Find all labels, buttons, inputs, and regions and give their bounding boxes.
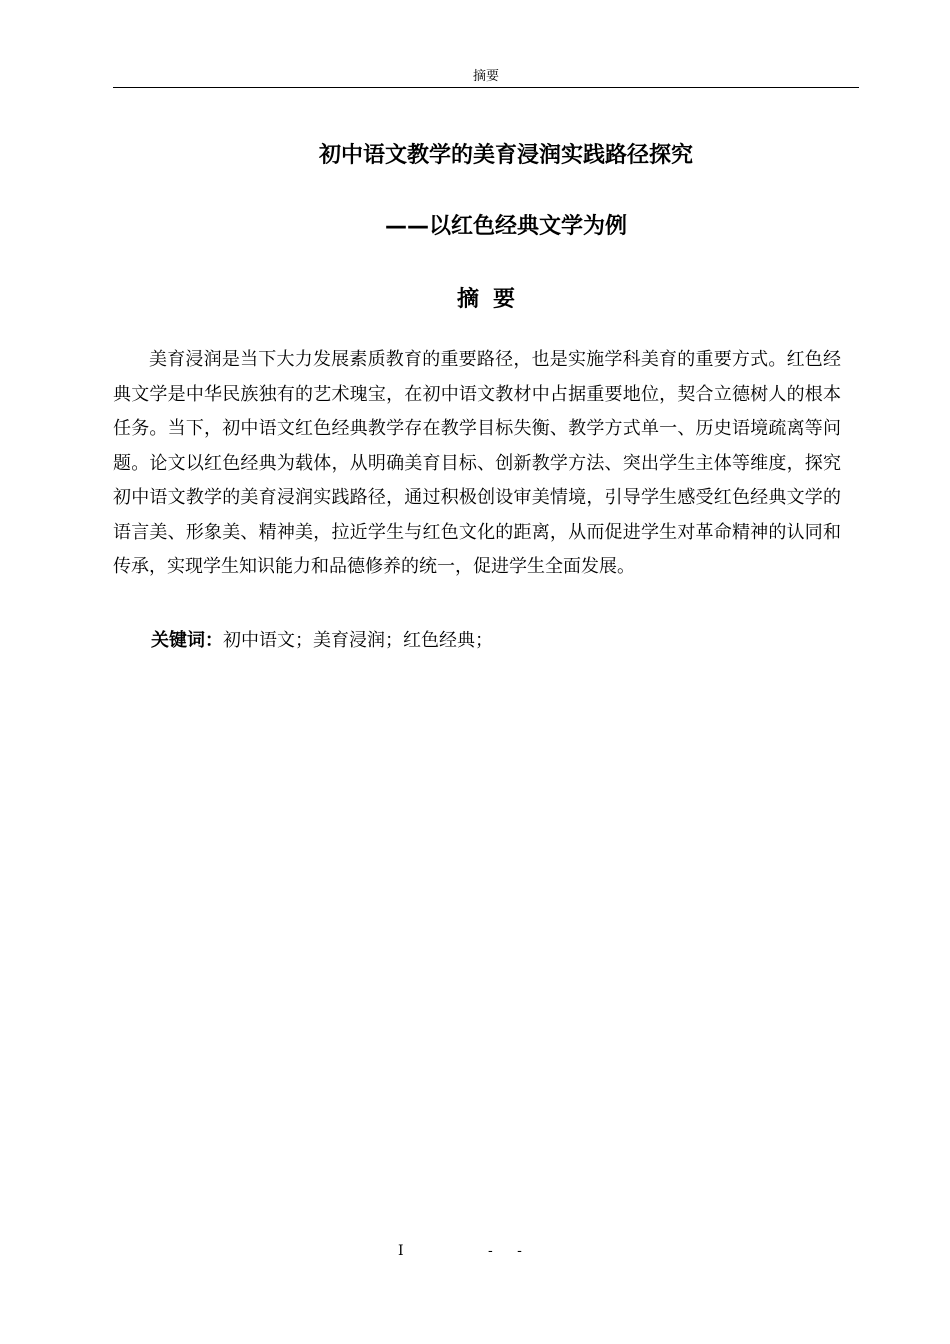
abstract-body: 美育浸润是当下大力发展素质教育的重要路径，也是实施学科美育的重要方式。红色经典文学是中华民族独有的艺术瑰宝，在初中语文教材中占据重要地位，契合立德树人的根本任务。当下，初中语文红色经典教学存在教学目标失衡、教学方式单一、历史语境疏离等问题。论文以红色经典为载体，从明确美育目标、创新教学方法、突出学生主体等维度，探究初中语文教学的美育浸润实践路径，通过积极创设审美情境，引导学生感受红色经典文学的语言美、形象美、精神美，拉近学生与红色文化的距离，从而促进学生对革命精神的认同和传承，实现学生知识能力和品德修养的统一，促进学生全面发展。	[113, 349, 841, 577]
keywords-value: 初中语文；美育浸润；红色经典；	[223, 630, 493, 651]
footer-marks: - -	[488, 1243, 532, 1259]
abstract-heading: 摘要	[456, 287, 529, 312]
paper-title: 初中语文教学的美育浸润实践路径探究	[318, 143, 693, 168]
paper-subtitle: ——以红色经典文学为例	[384, 214, 627, 239]
page-number: I	[398, 1243, 404, 1259]
running-header: 摘要	[472, 69, 499, 84]
keywords-label: 关键词：	[151, 630, 223, 651]
header-rule	[113, 87, 859, 88]
keywords-line	[151, 626, 841, 656]
